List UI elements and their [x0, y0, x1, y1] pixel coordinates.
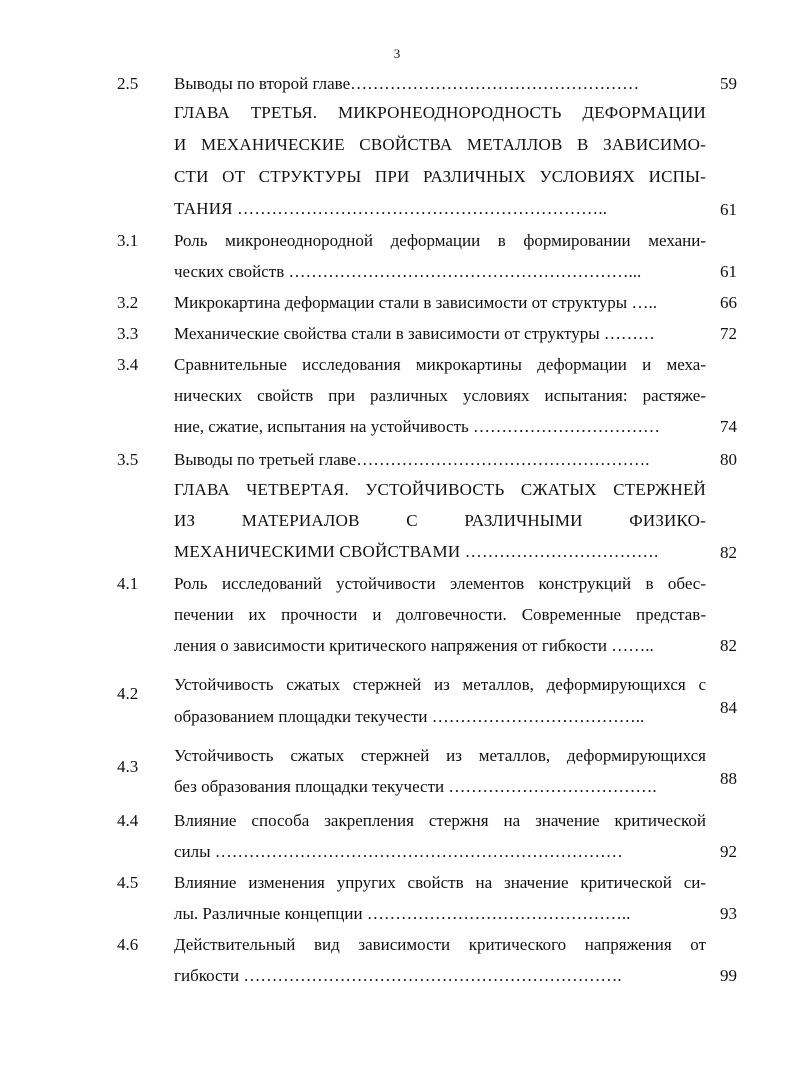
entry-text-line: Влияние способа закрепления стержня на значение критической: [174, 811, 706, 830]
page-ref: 82: [720, 636, 737, 655]
page-ref: 61: [720, 262, 737, 281]
entry-text-line: Механические свойства стали в зависимости от структуры ………: [174, 324, 655, 343]
entry-text-line: Микрокартина деформации стали в зависимости от структуры …..: [174, 293, 657, 312]
page-ref: 99: [720, 966, 737, 985]
section-number: 4.4: [117, 811, 139, 830]
entry-text-line: ления о зависимости критического напряжения от гибкости ……..: [174, 636, 654, 655]
entry-text-line: печении их прочности и долговечности. Современные представ-: [174, 605, 706, 624]
entry-text-line: Роль исследований устойчивости элементов конструкций в обес-: [174, 574, 706, 593]
page-ref: 66: [720, 293, 737, 312]
page-ref: 93: [720, 904, 737, 923]
section-number: 3.1: [117, 231, 139, 250]
page-number: 3: [393, 46, 401, 61]
entry-text-line: ГЛАВА ТРЕТЬЯ. МИКРОНЕОДНОРОДНОСТЬ ДЕФОРМАЦИИ: [174, 103, 706, 122]
section-number: 3.4: [117, 355, 139, 374]
page-ref: 59: [720, 74, 737, 93]
entry-text-line: СТИ ОТ СТРУКТУРЫ ПРИ РАЗЛИЧНЫХ УСЛОВИЯХ ИСПЫ-: [174, 167, 706, 186]
entry-text-line: силы ………………………………………………………………: [174, 842, 623, 861]
page-ref: 72: [720, 324, 737, 343]
section-number: 3.3: [117, 324, 139, 343]
entry-text-line: Сравнительные исследования микрокартины деформации и меха-: [174, 355, 706, 374]
page-ref: 84: [720, 698, 737, 717]
page-ref: 88: [720, 769, 737, 788]
section-number: 2.5: [117, 74, 139, 93]
entry-text-line: Выводы по второй главе……………………………………………: [174, 74, 640, 93]
section-number: 3.2: [117, 293, 139, 312]
entry-text-line: без образования площадки текучести ……………………………….: [174, 777, 657, 796]
entry-text-line: образованием площадки текучести ………………………………..: [174, 707, 645, 726]
entry-text-line: И МЕХАНИЧЕСКИЕ СВОЙСТВА МЕТАЛЛОВ В ЗАВИСИМО-: [174, 135, 706, 154]
section-number: 4.1: [117, 574, 139, 593]
page-ref: 61: [720, 200, 737, 219]
entry-text-line: ГЛАВА ЧЕТВЕРТАЯ. УСТОЙЧИВОСТЬ СЖАТЫХ СТЕРЖНЕЙ: [174, 480, 706, 499]
entry-text-line: гибкости ………………………………………………………….: [174, 966, 622, 985]
entry-text-line: Роль микронеоднородной деформации в формировании механи-: [174, 231, 706, 250]
entry-text-line: ТАНИЯ ………………………………………………………..: [174, 199, 608, 218]
entry-text-line: Выводы по третьей главе…………………………………………….: [174, 450, 650, 469]
section-number: 4.2: [117, 684, 139, 703]
entry-text-line: Влияние изменения упругих свойств на значение критической си-: [174, 873, 706, 892]
section-number: 3.5: [117, 450, 139, 469]
entry-text-line: МЕХАНИЧЕСКИМИ СВОЙСТВАМИ …………………………….: [174, 542, 659, 561]
entry-text-line: ИЗ МАТЕРИАЛОВ С РАЗЛИЧНЫМИ ФИЗИКО-: [174, 511, 706, 530]
section-number: 4.3: [117, 757, 139, 776]
page-ref: 80: [720, 450, 737, 469]
entry-text-line: Действительный вид зависимости критического напряжения от: [174, 935, 706, 954]
entry-text-line: ние, сжатие, испытания на устойчивость ……………………………: [174, 417, 661, 436]
page-ref: 74: [720, 417, 737, 436]
entry-text-line: Устойчивость сжатых стержней из металлов, деформирующихся: [174, 746, 706, 765]
section-number: 4.5: [117, 873, 139, 892]
entry-text-line: лы. Различные концепции ………………………………………..: [174, 904, 631, 923]
entry-text-line: Устойчивость сжатых стержней из металлов, деформирующихся с: [174, 675, 706, 694]
page-ref: 92: [720, 842, 737, 861]
entry-text-line: нических свойств при различных условиях испытания: растяже-: [174, 386, 706, 405]
entry-text-line: ческих свойств ……………………………………………………...: [174, 262, 642, 281]
page-ref: 82: [720, 543, 737, 562]
section-number: 4.6: [117, 935, 139, 954]
